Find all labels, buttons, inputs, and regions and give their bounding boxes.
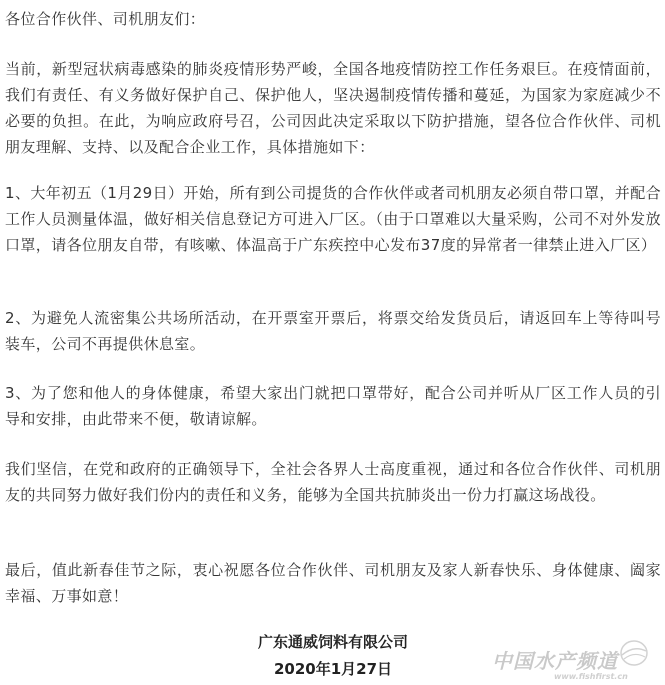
- watermark-text: 中国水产频道: [492, 649, 618, 673]
- greeting: 各位合作伙伴、司机朋友们：: [5, 10, 206, 28]
- paragraph-measure-1: 1、大年初五（1月29日）开始，所有到公司提货的合作伙伴或者司机朋友必须自带口罩，并配合工作人员测量体温，做好相关信息登记方可进入厂区。（由于口罩难以大量采购，公司不对外发放口罩，请各位朋友自带，有咳嗽、体温高于广东疾控中心发布37度的异常者一律禁止进入厂区）: [5, 184, 661, 254]
- paragraph-belief: 我们坚信，在党和政府的正确领导下，全社会各界人士高度重视，通过和各位合作伙伴、司机朋友的共同努力做好我们份内的责任和义务，能够为全国共抗肺炎出一份力打赢这场战役。: [5, 460, 661, 504]
- globe-logo-icon: [614, 639, 650, 669]
- watermark-url: www.fishfirst.cn: [554, 672, 628, 681]
- paragraph-measure-2: 2、为避免人流密集公共场所活动，在开票室开票后，将票交给发货员后，请返回车上等待叫号装车，公司不再提供休息室。: [5, 309, 661, 353]
- paragraph-measure-3: 3、为了您和他人的身体健康，希望大家出门就把口罩带好，配合公司并听从厂区工作人员的引导和安排，由此带来不便，敬请谅解。: [5, 384, 661, 428]
- signature-company: 广东通威饲料有限公司: [257, 633, 408, 651]
- paragraph-closing: 最后，值此新春佳节之际，衷心祝愿各位合作伙伴、司机朋友及家人新春快乐、身体健康、阖家幸福、万事如意！: [5, 561, 661, 605]
- watermark: [492, 645, 662, 685]
- paragraph-intro: 当前，新型冠状病毒感染的肺炎疫情形势严峻，全国各地疫情防控工作任务艰巨。在疫情面前，我们有责任、有义务做好保护自己、保护他人，坚决遏制疫情传播和蔓延，为国家为家庭减少不必要的负担。在此，为响应政府号召，公司因此决定采取以下防护措施，望各位合作伙伴、司机朋友理解、支持、以及配合企业工作，具体措施如下：: [5, 60, 661, 156]
- signature-date: 2020年1月27日: [273, 660, 393, 678]
